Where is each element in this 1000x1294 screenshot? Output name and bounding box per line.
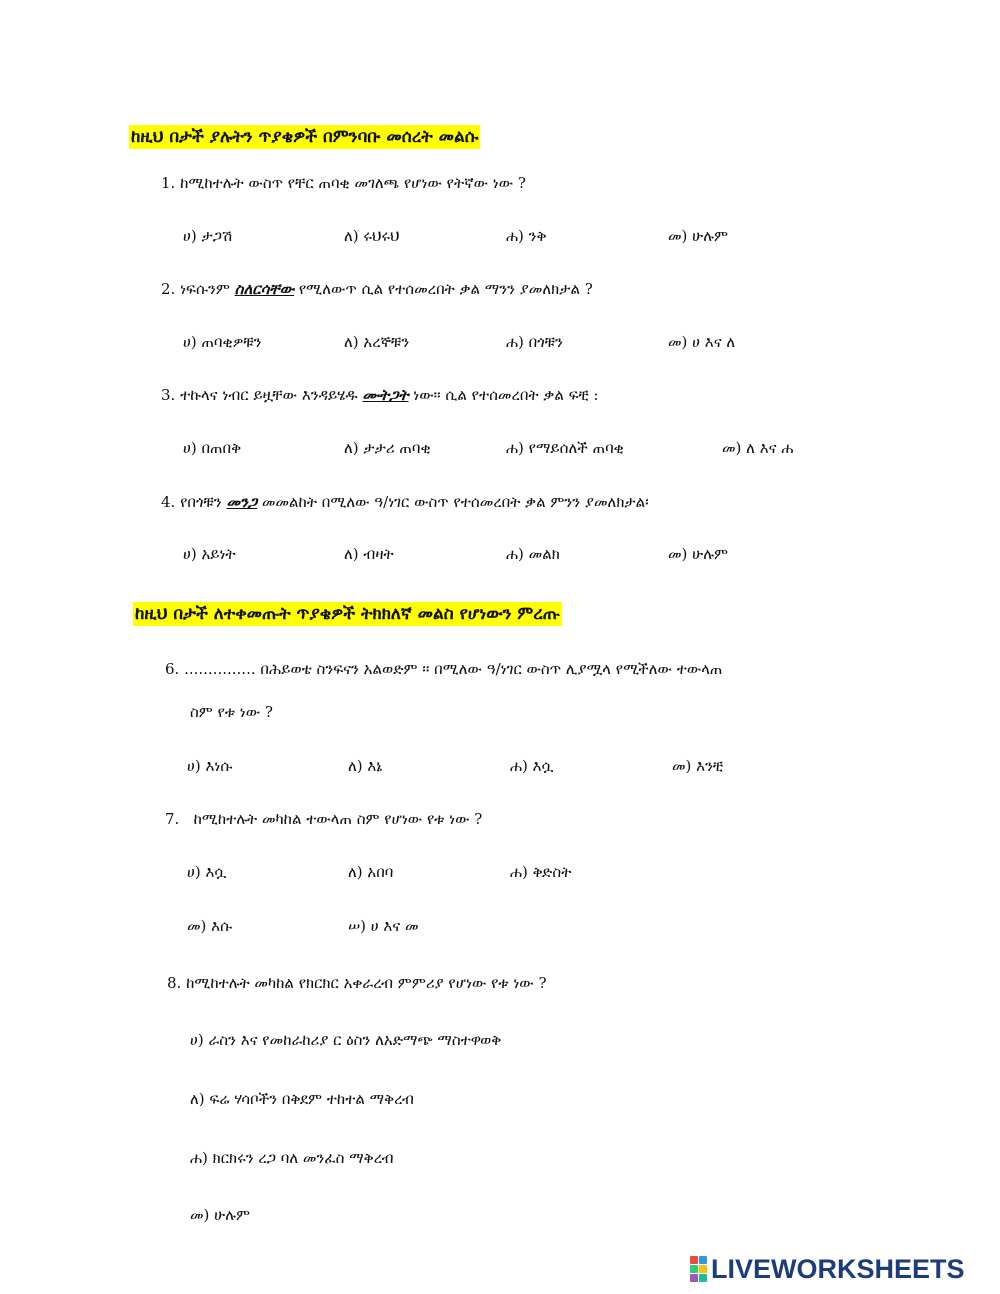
q7-option-d[interactable]: መ) እሱ bbox=[187, 917, 233, 935]
q4-option-b[interactable]: ለ) ብዛት bbox=[344, 545, 394, 563]
question-text: ከሚከተሉት መካከል የክርክር አቀራረብ ምምሪያ የሆነው የቱ ነው ? bbox=[186, 974, 547, 992]
section1-heading: ከዚህ በታች ያሉትን ጥያቄዎች በምንባቡ መሰረት መልሱ bbox=[131, 127, 479, 147]
q2-option-d[interactable]: መ) ሀ እና ለ bbox=[668, 333, 736, 351]
q6-option-d[interactable]: መ) እንቺ bbox=[672, 757, 724, 775]
q8-option-b[interactable]: ለ) ፍሬ ሃሳቦችን በቅደም ተከተል ማቅረብ bbox=[190, 1090, 414, 1108]
logo-square bbox=[690, 1274, 698, 1282]
q7-option-a[interactable]: ሀ) እሷ bbox=[187, 863, 227, 881]
question-number: 4. bbox=[161, 493, 176, 511]
logo-text: LIVEWORKSHEETS bbox=[711, 1253, 965, 1284]
q3-option-c[interactable]: ሐ) የማይሰለች ጠባቂ bbox=[506, 439, 624, 457]
q7-option-c[interactable]: ሐ) ቅድስት bbox=[510, 863, 572, 881]
question-2 bbox=[161, 279, 593, 299]
q7-option-b[interactable]: ለ) አበባ bbox=[348, 863, 394, 881]
q8-option-a[interactable]: ሀ) ራስን እና የመከራከሪያ ር ዕስን ለአድማጭ ማስተዋወቅ bbox=[190, 1031, 502, 1049]
question-text-before: ነፍሱንም bbox=[180, 280, 230, 298]
q8-option-c[interactable]: ሐ) ክርክሩን ረጋ ባለ መንፈስ ማቅረብ bbox=[190, 1149, 394, 1167]
logo-square bbox=[699, 1256, 707, 1264]
logo-squares-icon bbox=[690, 1256, 707, 1282]
q6-option-b[interactable]: ለ) እኔ bbox=[348, 757, 383, 775]
question-number: 2. bbox=[161, 280, 176, 298]
question-number: 3. bbox=[161, 386, 176, 404]
q3-option-b[interactable]: ለ) ታታሪ ጠባቂ bbox=[344, 439, 431, 457]
q1-option-d[interactable]: መ) ሁሉም bbox=[668, 227, 728, 245]
q4-option-d[interactable]: መ) ሁሉም bbox=[668, 545, 728, 563]
question-6 bbox=[165, 659, 722, 679]
logo-square bbox=[699, 1265, 707, 1273]
question-text-after: መመልከት በሚለው ዓ/ነገር ውስጥ የተሰመረበት ቃል ምንን ያመለክታል፡ bbox=[261, 493, 649, 511]
question-text: ከሚከተሉት ውስጥ የቸር ጠባቂ መገለጫ የሆነው የትኛው ነው ? bbox=[180, 174, 526, 192]
q1-option-a[interactable]: ሀ) ታጋሽ bbox=[183, 227, 233, 245]
question-number: 1. bbox=[161, 174, 176, 192]
q1-option-c[interactable]: ሐ) ንቅ bbox=[506, 227, 547, 245]
q6-option-c[interactable]: ሐ) እሷ bbox=[510, 757, 554, 775]
q2-option-c[interactable]: ሐ) በጎቹን bbox=[506, 333, 563, 351]
question-8 bbox=[167, 973, 547, 993]
question-text: ከሚከተሉት መካከል ተውላጠ ስም የሆነው የቱ ነው ? bbox=[193, 810, 483, 828]
q3-option-a[interactable]: ሀ) በጠበቅ bbox=[183, 439, 242, 457]
question-3 bbox=[161, 385, 598, 405]
question-number: 8. bbox=[167, 974, 182, 992]
logo-square bbox=[690, 1256, 698, 1264]
q7-option-e[interactable]: ሠ) ሀ እና መ bbox=[348, 917, 419, 935]
question-7 bbox=[165, 809, 482, 829]
question-text-after: የሚለውጥ ሲል የተሰመረበት ቃል ማንን ያመለክታል ? bbox=[298, 280, 593, 298]
question-number: 7. bbox=[165, 810, 180, 828]
logo-square bbox=[690, 1265, 698, 1273]
q2-option-b[interactable]: ለ) አረኞቹን bbox=[344, 333, 410, 351]
question-text-line1: ............... በሕይወቴ ስንፍናን አልወድም ፡፡ በሚለው ዓ/ነገር ውስጥ ሊያሟላ የሚችለው ተውላጠ bbox=[184, 660, 723, 678]
section2-heading: ከዚህ በታች ለተቀመጡት ጥያቄዎች ትክክለኛ መልስ የሆነውን ምረጡ bbox=[135, 604, 560, 624]
question-1 bbox=[161, 173, 526, 193]
logo-square bbox=[699, 1274, 707, 1282]
question-text-after: ነው። ሲል የተሰመረበት ቃል ፍቺ : bbox=[413, 386, 599, 404]
underlined-word: ሙትጋት bbox=[362, 386, 409, 404]
q3-option-d[interactable]: መ) ለ እና ሐ bbox=[722, 439, 794, 457]
liveworksheets-logo bbox=[690, 1254, 965, 1284]
q1-option-b[interactable]: ለ) ሩህሩህ bbox=[344, 227, 400, 245]
question-text-before: የበጎቹን bbox=[180, 493, 222, 511]
q2-option-a[interactable]: ሀ) ጠባቂዎቹን bbox=[183, 333, 262, 351]
q8-option-d[interactable]: መ) ሁሉም bbox=[190, 1206, 250, 1224]
q4-option-a[interactable]: ሀ) አይነት bbox=[183, 545, 236, 563]
question-number: 6. bbox=[165, 660, 180, 678]
question-text-before: ተኩላና ነብር ይዟቸው እንዳይሄዱ bbox=[180, 386, 358, 404]
underlined-word: መንጋ bbox=[226, 493, 258, 511]
underlined-word: ስለርሳቸው bbox=[234, 280, 295, 298]
q6-option-a[interactable]: ሀ) እነሱ bbox=[187, 757, 233, 775]
question-4 bbox=[161, 492, 649, 512]
q4-option-c[interactable]: ሐ) መልክ bbox=[506, 545, 560, 563]
question-6-line2: ስም የቱ ነው ? bbox=[190, 703, 273, 721]
